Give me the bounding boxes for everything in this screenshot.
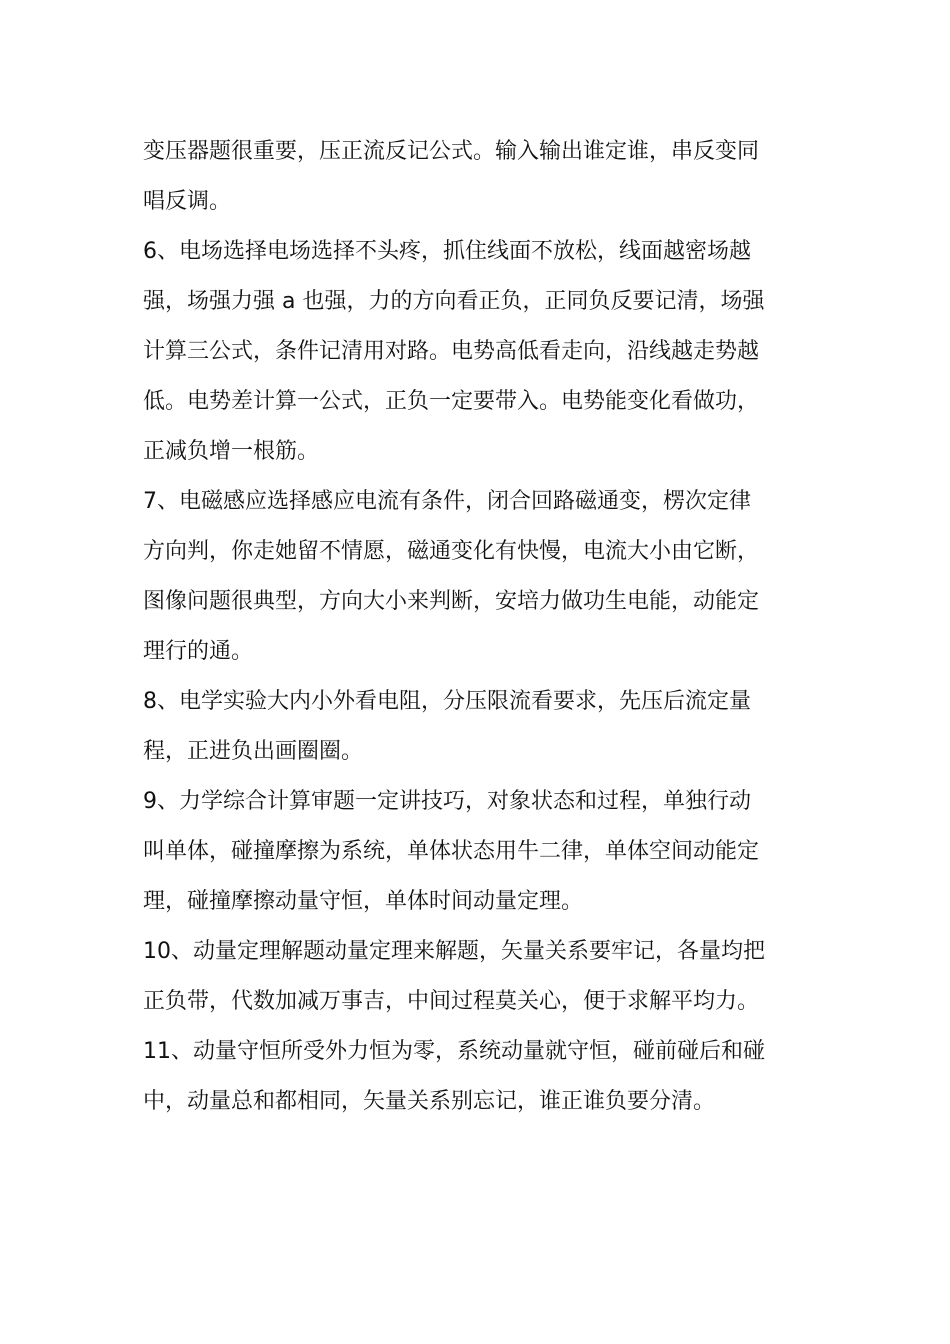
text-line: 图像问题很典型，方向大小来判断，安培力做功生电能，动能定 <box>143 589 760 614</box>
text-line: 叫单体，碰撞摩擦为系统，单体状态用牛二律，单体空间动能定 <box>143 839 760 864</box>
text-line: 7、电磁感应选择感应电流有条件，闭合回路磁通变，楞次定律 <box>143 489 751 514</box>
text-line: 11、动量守恒所受外力恒为零，系统动量就守恒，碰前碰后和碰 <box>143 1039 765 1064</box>
text-line: 强，场强力强 a 也强，力的方向看正负，正同负反要记清，场强 <box>143 289 765 314</box>
text-line: 变压器题很重要，压正流反记公式。输入输出谁定谁，串反变同 <box>143 139 760 164</box>
text-line: 9、力学综合计算审题一定讲技巧，对象状态和过程，单独行动 <box>143 789 751 814</box>
text-line: 中，动量总和都相同，矢量关系别忘记，谁正谁负要分清。 <box>143 1089 716 1114</box>
text-line: 6、电场选择电场选择不头疼，抓住线面不放松，线面越密场越 <box>143 239 751 264</box>
text-line: 计算三公式，条件记清用对路。电势高低看走向，沿线越走势越 <box>143 339 760 364</box>
text-line: 唱反调。 <box>143 189 232 214</box>
document-body <box>143 127 811 1127</box>
text-line: 低。电势差计算一公式，正负一定要带入。电势能变化看做功， <box>143 389 760 414</box>
text-line: 8、电学实验大内小外看电阻，分压限流看要求，先压后流定量 <box>143 689 751 714</box>
text-line: 理行的通。 <box>143 639 254 664</box>
text-line: 方向判，你走她留不情愿，磁通变化有快慢，电流大小由它断， <box>143 539 760 564</box>
text-line: 程，正进负出画圈圈。 <box>143 739 364 764</box>
text-line: 正负带，代数加减万事吉，中间过程莫关心，便于求解平均力。 <box>143 989 760 1014</box>
text-line: 理，碰撞摩擦动量守恒，单体时间动量定理。 <box>143 889 584 914</box>
text-line: 正减负增一根筋。 <box>143 439 320 464</box>
text-line: 10、动量定理解题动量定理来解题，矢量关系要牢记，各量均把 <box>143 939 765 964</box>
